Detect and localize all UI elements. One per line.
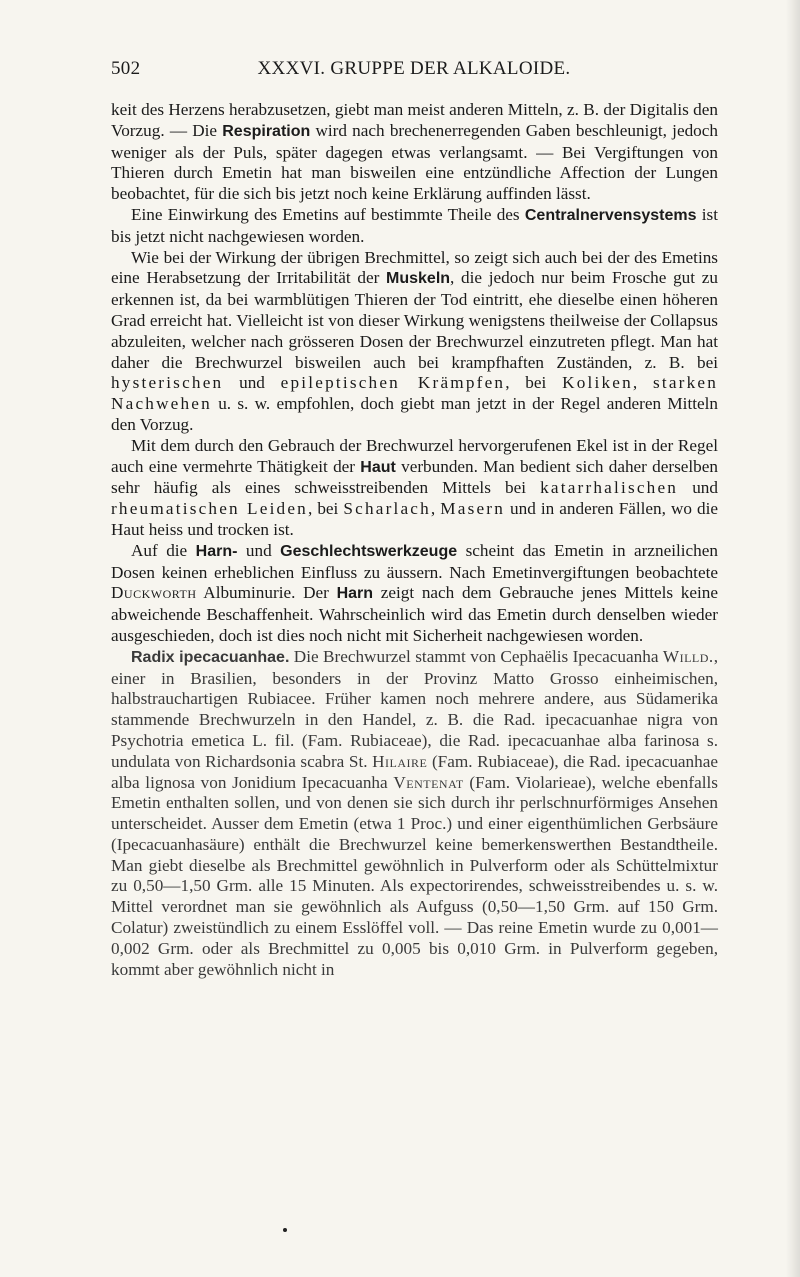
text-run: keit des Herzens herabzusetzen, giebt man meist anderen Mitteln, z. B. der Digitalis den Vorzug. — Die [111, 100, 718, 140]
text-run: verbunden. Man bedient sich daher derselben sehr häufig als eines schweisstreibenden Mittels bei [111, 456, 718, 498]
text-run: scheint das Emetin in arzneilichen Dosen keinen erheblichen Einfluss zu äussern. Nach Emetinvergiftungen beobachtete [111, 540, 718, 582]
text-run: und in anderen Fällen, wo die Haut heiss und trocken ist. [111, 499, 719, 539]
text-run: Wie bei der Wirkung der übrigen Brechmittel, so zeigt sich auch bei der des Emetins eine Herabsetzung der Irritabilität der [111, 247, 718, 288]
paragraph-muskeln [111, 248, 718, 436]
paragraph-haut [111, 436, 718, 541]
text-run: (Fam. Violarieae), welche ebenfalls Emetin enthalten sollen, und von denen sie sich durch ihr perlschnurförmiges Ansehen unterscheidet. Ausser dem Emetin (etwa 1 Proc.) und einer eigenthümlichen Gerbsäure (Ipecacuanhasäure) enthält die Brechwurzel keine bemerkenswerthen Bestandtheile. Man giebt dieselbe als Brechmittel gewöhnlich in Pulverform oder als Schüttelmixtur zu 0,50—1,50 Grm. alle 15 Minuten. Als expectorirendes, schweisstreibendes u. s. w. Mittel verordnet man sie gewöhnlich als Aufguss (0,50—1,50 Grm. auf 150 Grm. Colatur) zweistündlich zu einem Esslöffel voll. — Das reine Emetin wurde zu 0,001—0,002 Grm. oder als Brechmittel zu 0,005 bis 0,010 Grm. in Pulverform gegeben, kommt aber gewöhnlich nicht in [111, 772, 718, 979]
spaced-term: Masern [440, 499, 506, 519]
author-name: Duckworth [111, 583, 197, 603]
text-run: u. s. w. empfohlen, doch giebt man jetzt in der Regel anderen Mitteln den Vorzug. [111, 394, 718, 434]
page-edge-shadow [786, 0, 800, 1277]
keyword-centralnervensystem: Centralnervensystems [524, 206, 697, 224]
keyword-respiration: Respiration [222, 122, 311, 140]
paragraph-harnwerkzeuge [111, 541, 718, 647]
keyword-haut: Haut [360, 458, 396, 476]
spaced-term: Koliken [562, 373, 633, 393]
paragraph-respiration [111, 100, 718, 205]
text-run: , [430, 499, 441, 519]
keyword-harn: Harn- [195, 542, 238, 560]
text-run: und [223, 373, 281, 393]
page-number: 502 [111, 58, 141, 79]
keyword-radix-ipecacuanhae: Radix ipecacuanhae. [131, 648, 290, 666]
spaced-term: katarrhalischen [540, 478, 679, 498]
paragraph-radix-ipecacuanhae [111, 647, 718, 981]
paragraph-nervensystem [111, 205, 718, 248]
text-run: , bei [505, 373, 563, 393]
text-run: , bei [307, 499, 344, 519]
text-run: und [678, 478, 718, 498]
text-run: , die jedoch nur beim Frosche gut zu erkennen ist, da bei warmblütigen Thieren der Tod eintritt, ehe dieselbe einen höheren Grad erreicht hat. Vielleicht ist von dieser Wirkung wenigstens theilweise der Collapsus abzuleiten, welcher nach grösseren Dosen der Brechwurzel einzutreten pflegt. Man hat daher die Brechwurzel bisweilen auch bei krampfhaften Zuständen, z. B. bei [111, 268, 718, 372]
text-run: Die Brechwurzel stammt von Cephaëlis Ipecacuanha [289, 646, 663, 666]
author-name: Ventenat [393, 772, 464, 792]
keyword-muskeln: Muskeln [386, 270, 451, 288]
text-run: Auf die [131, 540, 196, 560]
chapter-title: XXXVI. GRUPPE DER ALKALOIDE. [257, 58, 571, 79]
spaced-term: rheumatischen Leiden [111, 499, 308, 519]
text-run: Eine Einwirkung des Emetins auf bestimmte Theile des [131, 204, 525, 224]
text-run: wird nach brechenerregenden Gaben beschleunigt, jedoch weniger als der Puls, später dagegen etwas verlangsamt. — Bei Vergiftungen von Thieren durch Emetin hat man bisweilen eine entzündliche Affection der Lungen beobachtet, für die sich bis jetzt noch keine Erklärung auffinden lässt. [111, 120, 718, 204]
text-run: und [237, 540, 281, 560]
keyword-harn: Harn [336, 585, 374, 603]
author-name: Willd. [662, 646, 714, 666]
keyword-geschlechtswerkzeuge: Geschlechtswerkzeuge [280, 542, 458, 560]
running-header [111, 58, 717, 84]
body-text [111, 100, 718, 980]
text-run: , einer in Brasilien, besonders in der Provinz Matto Grosso einheimischen, halbstrauchartigen Rubiacee. Früher kamen noch mehrere andere, aus Südamerika stammende Brechwurzeln in den Handel, z. B. die Rad. ipecacuanhae nigra von Psychotria emetica L. fil. (Fam. Rubiaceae), die Rad. ipecacuanhae alba farinosa s. undulata von Richardsonia scabra St. [111, 646, 719, 771]
text-run: ist bis jetzt nicht nachgewiesen worden. [111, 204, 718, 246]
spaced-term: hysterischen [111, 373, 224, 393]
spaced-term: Scharlach [343, 499, 431, 519]
text-run: Albuminurie. Der [196, 583, 337, 603]
text-run: Mit dem durch den Gebrauch der Brechwurzel hervorgerufenen Ekel ist in der Regel auch eine vermehrte Thätigkeit der [111, 435, 718, 476]
text-run: zeigt nach dem Gebrauche jenes Mittels keine abweichende Beschaffenheit. Wahrscheinlich wird das Emetin durch denselben wieder ausgeschieden, doch ist dies noch nicht mit Sicherheit nachgewiesen worden. [111, 583, 719, 645]
author-name: Hilaire [372, 751, 428, 771]
print-speck [283, 1228, 287, 1232]
spaced-term: epileptischen Krämpfen [280, 373, 506, 393]
text-run: , [632, 373, 653, 393]
spaced-term: starken Nachwehen [111, 373, 719, 414]
text-run: (Fam. Rubiaceae), die Rad. ipecacuanhae alba lignosa von Jonidium Ipecacuanha [111, 751, 718, 792]
